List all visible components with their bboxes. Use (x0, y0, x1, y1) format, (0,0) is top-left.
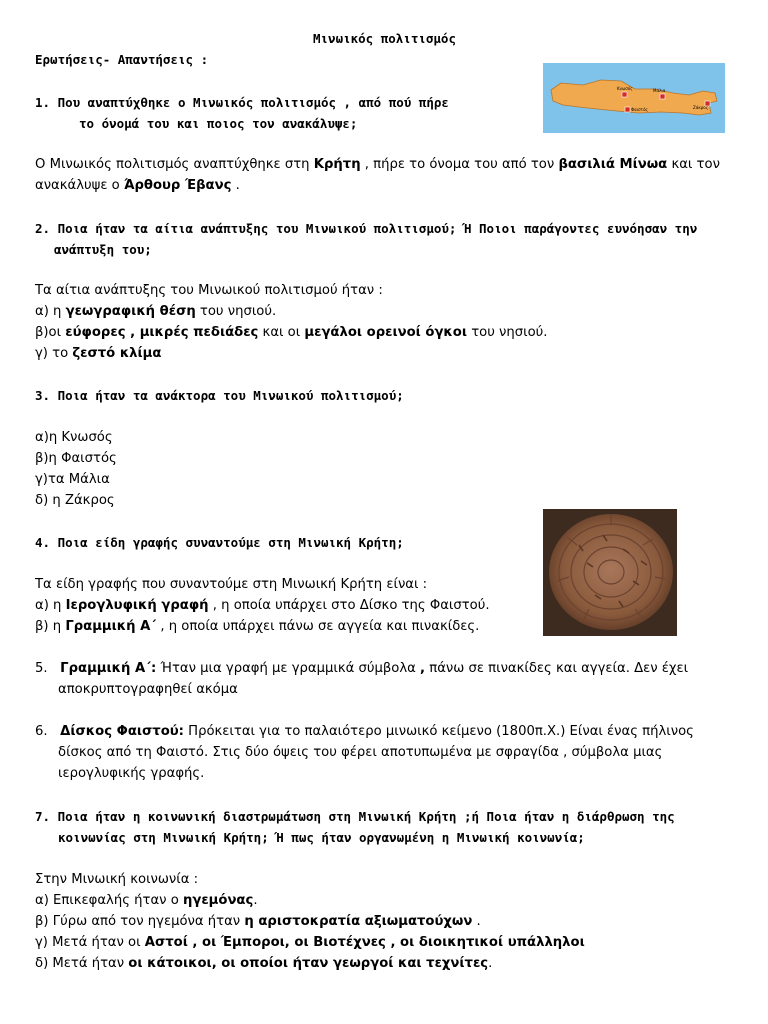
paragraph-5-line-1: 5. Γραμμική Α΄: Ήταν μια γραφή με γραμμικά σύμβολα , πάνω σε πινακίδες και αγγεία. Δεν έχει (35, 661, 689, 676)
answer-7-item-c: γ) Μετά ήταν οι Αστοί , οι Έμποροι, οι Βιοτέχνες , οι διοικητικοί υπάλληλοι (35, 935, 585, 950)
map-label-knossos: Κνωσός (617, 86, 633, 91)
question-2-line-1: 2. Ποια ήταν τα αίτια ανάπτυξης του Μινωικού πολιτισμού; Ή Ποιοι παράγοντες ευνόησαν την (35, 221, 698, 236)
question-7-line-1: 7. Ποια ήταν η κοινωνική διαστρωμάτωση στη Μινωική Κρήτη ;ή Ποια ήταν η διάρθρωση της (35, 809, 675, 824)
answer-3-item-b: β)η Φαιστός (35, 451, 117, 466)
map-label-zakros: Ζάκρος (693, 105, 709, 110)
answer-2-item-b: β)οι εύφορες , μικρές πεδιάδες και οι μεγάλοι ορεινοί όγκοι του νησιού. (35, 325, 548, 340)
disc-surface (549, 514, 673, 630)
answer-2-intro: Τα αίτια ανάπτυξης του Μινωικού πολιτισμού ήταν : (35, 283, 383, 298)
page-subtitle: Ερωτήσεις- Απαντήσεις : (35, 52, 209, 67)
map-label-phaistos: Φαιστός (631, 107, 648, 112)
answer-4-item-b: β) η Γραμμική Α΄ , η οποία υπάρχει πάνω σε αγγεία και πινακίδες. (35, 619, 480, 634)
question-1-line-1: 1. Που αναπτύχθηκε ο Μινωικός πολιτισμός , από πού πήρε (35, 95, 449, 110)
answer-4-intro: Τα είδη γραφής που συναντούμε στη Μινωική Κρήτη είναι : (35, 577, 428, 592)
question-4: 4. Ποια είδη γραφής συναντούμε στη Μινωική Κρήτη; (35, 535, 404, 550)
question-3: 3. Ποια ήταν τα ανάκτορα του Μινωικού πολιτισμού; (35, 388, 404, 403)
question-7-line-2: κοινωνίας στη Μινωική Κρήτη; Ή πως ήταν οργανωμένη η Μινωική κοινωνία; (58, 830, 585, 845)
answer-7-item-d: δ) Μετά ήταν οι κάτοικοι, οι οποίοι ήταν γεωργοί και τεχνίτες. (35, 956, 493, 971)
paragraph-6-line-3: ιερογλυφικής γραφής. (58, 766, 205, 781)
paragraph-5-line-2: αποκρυπτογραφηθεί ακόμα (58, 682, 238, 697)
answer-4-item-a: α) η Ιερογλυφική γραφή , η οποία υπάρχει στο Δίσκο της Φαιστού. (35, 598, 490, 613)
answer-2-item-c: γ) το ζεστό κλίμα (35, 346, 162, 361)
crete-map-image (543, 63, 725, 133)
crete-map-svg (543, 63, 725, 133)
marker-malia (660, 94, 665, 99)
phaistos-disc-image (543, 509, 677, 636)
answer-1-line-2: ανακάλυψε ο Άρθουρ Έβανς . (35, 178, 240, 193)
answer-7-intro: Στην Μινωική κοινωνία : (35, 872, 199, 887)
paragraph-6-line-2: δίσκος από τη Φαιστό. Στις δύο όψεις του φέρει αποτυπωμένα με σφραγίδα , σύμβολα μιας (58, 745, 663, 760)
question-2-line-2: ανάπτυξη του; (54, 242, 152, 257)
answer-3-item-d: δ) η Ζάκρος (35, 493, 115, 508)
map-label-malia: Μάλια (653, 88, 666, 93)
page-title: Μινωικός πολιτισμός (313, 31, 456, 46)
answer-2-item-a: α) η γεωγραφική θέση του νησιού. (35, 304, 277, 319)
question-1-line-2: το όνομά του και ποιος τον ανακάλυψε; (79, 116, 358, 131)
phaistos-disc-svg (543, 509, 677, 636)
marker-phaistos (625, 107, 630, 112)
answer-7-item-b: β) Γύρω από τον ηγεμόνα ήταν η αριστοκρατία αξιωματούχων . (35, 914, 481, 929)
answer-3-item-a: α)η Κνωσός (35, 430, 113, 445)
answer-7-item-a: α) Επικεφαλής ήταν ο ηγεμόνας. (35, 893, 258, 908)
answer-3-item-c: γ)τα Μάλια (35, 472, 110, 487)
paragraph-6-line-1: 6. Δίσκος Φαιστού: Πρόκειται για το παλαιότερο μινωικό κείμενο (1800π.Χ.) Είναι ένας πήλινος (35, 724, 694, 739)
answer-1-line-1: Ο Μινωικός πολιτισμός αναπτύχθηκε στη Κρήτη , πήρε το όνομα του από τον βασιλιά Μίνωα και τον (35, 157, 720, 172)
marker-knossos (622, 92, 627, 97)
